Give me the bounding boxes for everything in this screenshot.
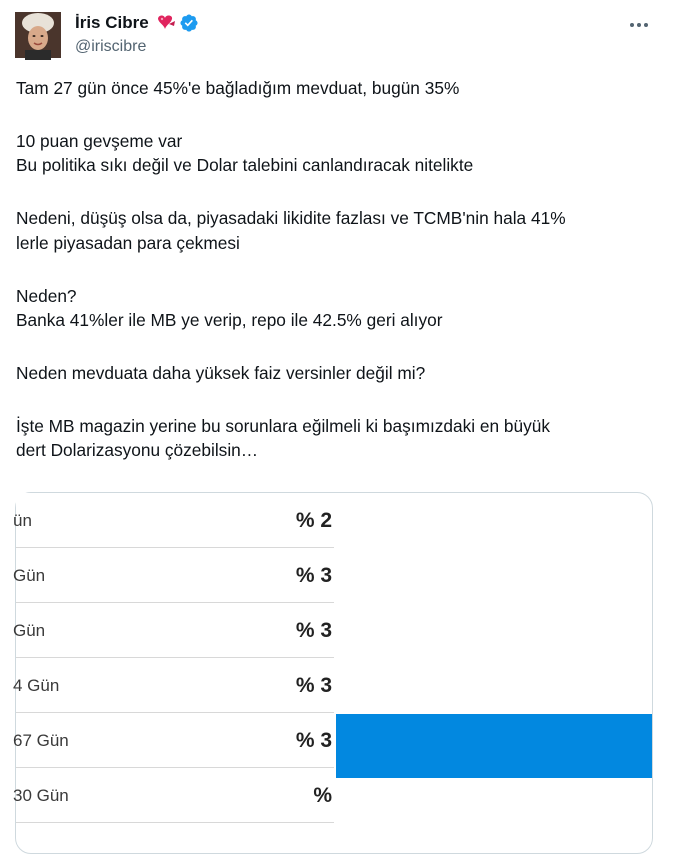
row-label: Gün [13, 566, 46, 585]
table-row [13, 548, 334, 603]
row-label: 4 Gün [13, 676, 60, 695]
row-percent: % 3 [295, 619, 332, 642]
tweet-line: Neden mevduata daha yüksek faiz versinler değil mi? [16, 362, 426, 383]
table-row [13, 493, 334, 548]
avatar[interactable] [15, 12, 61, 58]
row-percent: % 3 [295, 729, 332, 752]
rose-emoji-icon [155, 14, 177, 32]
author-name[interactable] [75, 13, 199, 33]
tweet-line: lerle piyasadan para çekmesi [16, 232, 240, 253]
table-row [13, 768, 334, 823]
author-name-text[interactable]: İris Cibre [75, 13, 149, 32]
table-row [13, 603, 334, 658]
row-label: ün [13, 511, 32, 530]
more-options-icon [629, 22, 649, 28]
row-label: 67 Gün [13, 731, 69, 750]
tweet-line: dert Dolarizasyonu çözebilsin… [16, 440, 259, 461]
tweet-line: Tam 27 gün önce 45%'e bağladığım mevduat, bugün 35% [16, 78, 460, 98]
highlight-bar [336, 714, 652, 778]
more-options-button[interactable] [626, 14, 652, 36]
author-handle[interactable]: @iriscibre [75, 38, 147, 55]
tweet-line: 10 puan gevşeme var [16, 130, 183, 151]
tweet-line: Neden? [16, 285, 77, 306]
tweet-line: Banka 41%ler ile MB ye verip, repo ile 42.5% geri alıyor [16, 309, 443, 330]
table-row [13, 713, 334, 768]
row-label: 30 Gün [13, 786, 69, 805]
tweet-line: Bu politika sıkı değil ve Dolar talebini canlandıracak nitelikte [16, 155, 474, 176]
row-percent: % 3 [295, 564, 332, 587]
row-label: Gün [13, 621, 46, 640]
rate-table [13, 493, 336, 823]
attached-image[interactable] [15, 492, 653, 854]
verified-badge-icon [179, 13, 199, 33]
row-percent: % 2 [295, 509, 332, 532]
tweet-line: İşte MB magazin yerine bu sorunlara eğilmeli ki başımızdaki en büyük [16, 415, 551, 436]
tweet-line: Nedeni, düşüş olsa da, piyasadaki likidite fazlası ve TCMB'nin hala 41% [16, 208, 566, 229]
table-row [13, 658, 334, 713]
row-percent: % [313, 784, 332, 807]
tweet-text [16, 76, 656, 463]
row-percent: % 3 [295, 674, 332, 697]
